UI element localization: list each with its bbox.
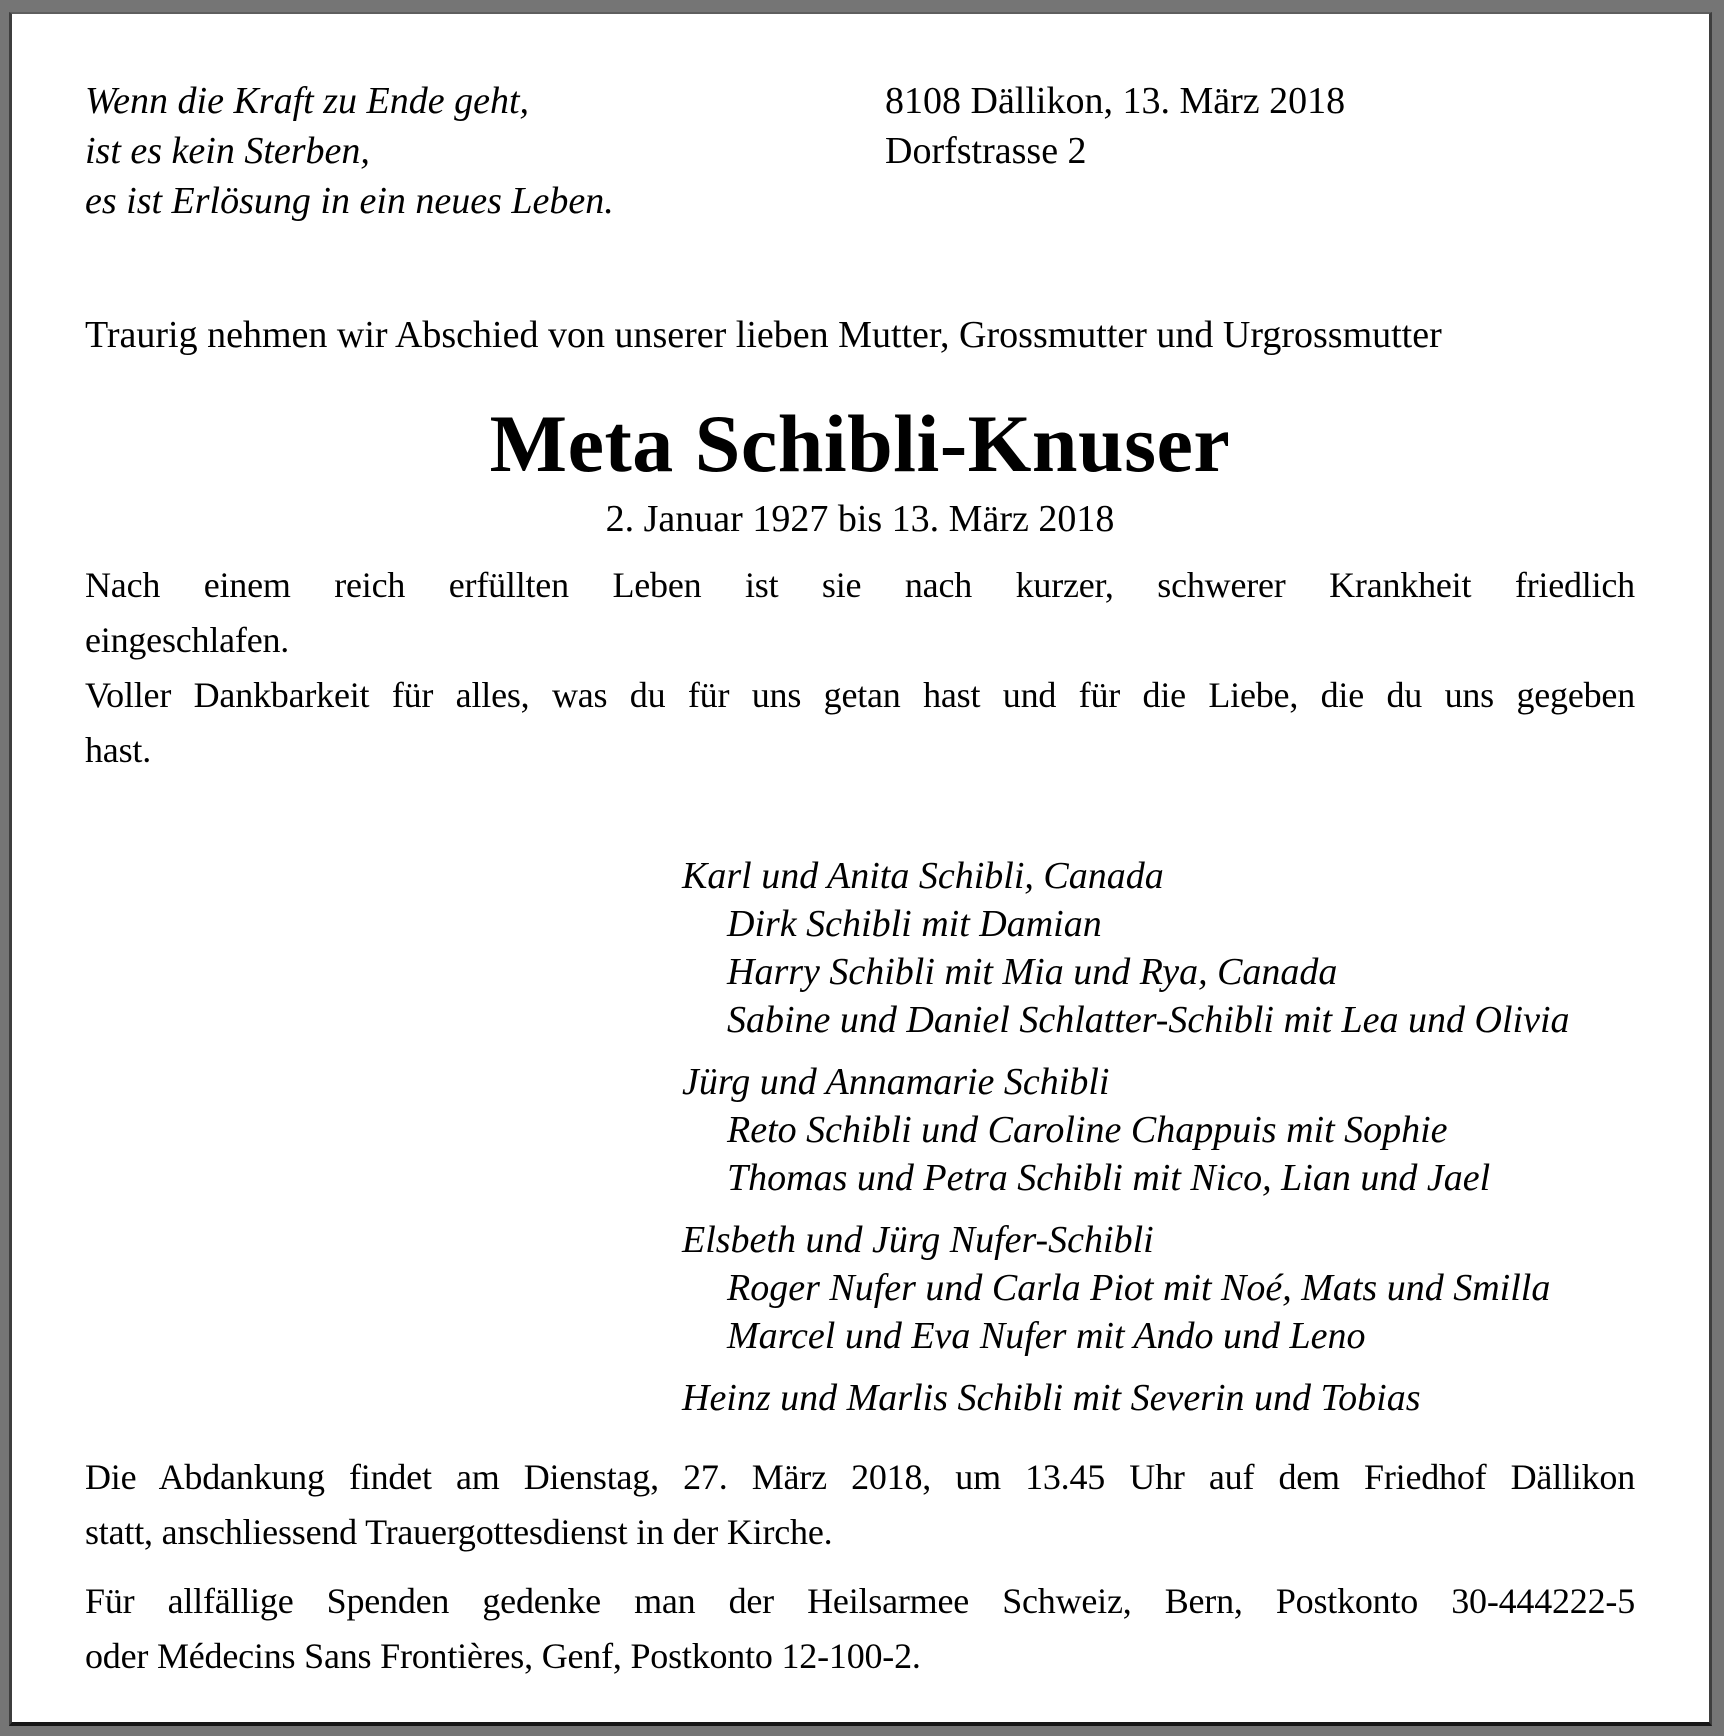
farewell-intro-line: Traurig nehmen wir Abschied von unserer lieben Mutter, Grossmutter und Urgrossmutter [85, 314, 1442, 356]
place-dateline [885, 76, 1345, 176]
funeral-service-info [85, 1450, 1635, 1560]
family-member-line: Reto Schibli und Caroline Chappuis mit Sophie [727, 1109, 1448, 1151]
verse-line: es ist Erlösung in ein neues Leben. [85, 180, 614, 222]
paragraph-line: statt, anschliessend Trauergottesdienst in der Kirche. [85, 1512, 833, 1552]
paragraph-line: eingeschlafen. [85, 620, 290, 660]
family-group-head: Elsbeth und Jürg Nufer-Schibli [682, 1219, 1154, 1261]
family-member-line: Thomas und Petra Schibli mit Nico, Lian und Jael [727, 1157, 1491, 1199]
paragraph-gratitude [85, 668, 1635, 778]
paragraph-line: hast. [85, 730, 151, 770]
donation-info [85, 1574, 1635, 1684]
family-group [682, 852, 1635, 1044]
life-dates: 2. Januar 1927 bis 13. März 2018 [605, 498, 1115, 540]
family-group [682, 1216, 1635, 1360]
family-member-line: Sabine und Daniel Schlatter-Schibli mit Lea und Olivia [727, 999, 1570, 1041]
place-date-line: 8108 Dällikon, 13. März 2018 [885, 80, 1346, 122]
family-group-head: Heinz und Marlis Schibli mit Severin und Tobias [682, 1377, 1421, 1419]
obituary-page [9, 12, 1712, 1726]
family-group [682, 1374, 1635, 1422]
family-list [85, 852, 1635, 1422]
verse-line: ist es kein Sterben, [85, 130, 370, 172]
family-member-line: Dirk Schibli mit Damian [727, 903, 1102, 945]
street-address-line: Dorfstrasse 2 [885, 130, 1087, 172]
family-group [682, 1058, 1635, 1202]
paragraph-line: Voller Dankbarkeit für alles, was du für uns getan hast und für die Liebe, die du uns gegeben [85, 675, 1635, 715]
verse-line: Wenn die Kraft zu Ende geht, [85, 80, 529, 122]
header-row [85, 76, 1635, 226]
family-group-head: Jürg und Annamarie Schibli [682, 1061, 1110, 1103]
paragraph-line: Nach einem reich erfüllten Leben ist sie nach kurzer, schwerer Krankheit friedlich [85, 565, 1635, 605]
paragraph-line: oder Médecins Sans Frontières, Genf, Postkonto 12-100-2. [85, 1636, 921, 1676]
obituary-content [12, 14, 1709, 1684]
paragraph-passing [85, 558, 1635, 668]
paragraph-line: Die Abdankung findet am Dienstag, 27. März 2018, um 13.45 Uhr auf dem Friedhof Dällikon [85, 1457, 1635, 1497]
family-group-head: Karl und Anita Schibli, Canada [682, 855, 1164, 897]
deceased-name: Meta Schibli-Knuser [489, 398, 1231, 489]
paragraph-line: Für allfällige Spenden gedenke man der Heilsarmee Schweiz, Bern, Postkonto 30-444222-5 [85, 1581, 1635, 1621]
family-member-line: Marcel und Eva Nufer mit Ando und Leno [727, 1315, 1366, 1357]
family-member-line: Harry Schibli mit Mia und Rya, Canada [727, 951, 1338, 993]
opening-verse [85, 76, 1635, 226]
family-member-line: Roger Nufer und Carla Piot mit Noé, Mats und Smilla [727, 1267, 1551, 1309]
